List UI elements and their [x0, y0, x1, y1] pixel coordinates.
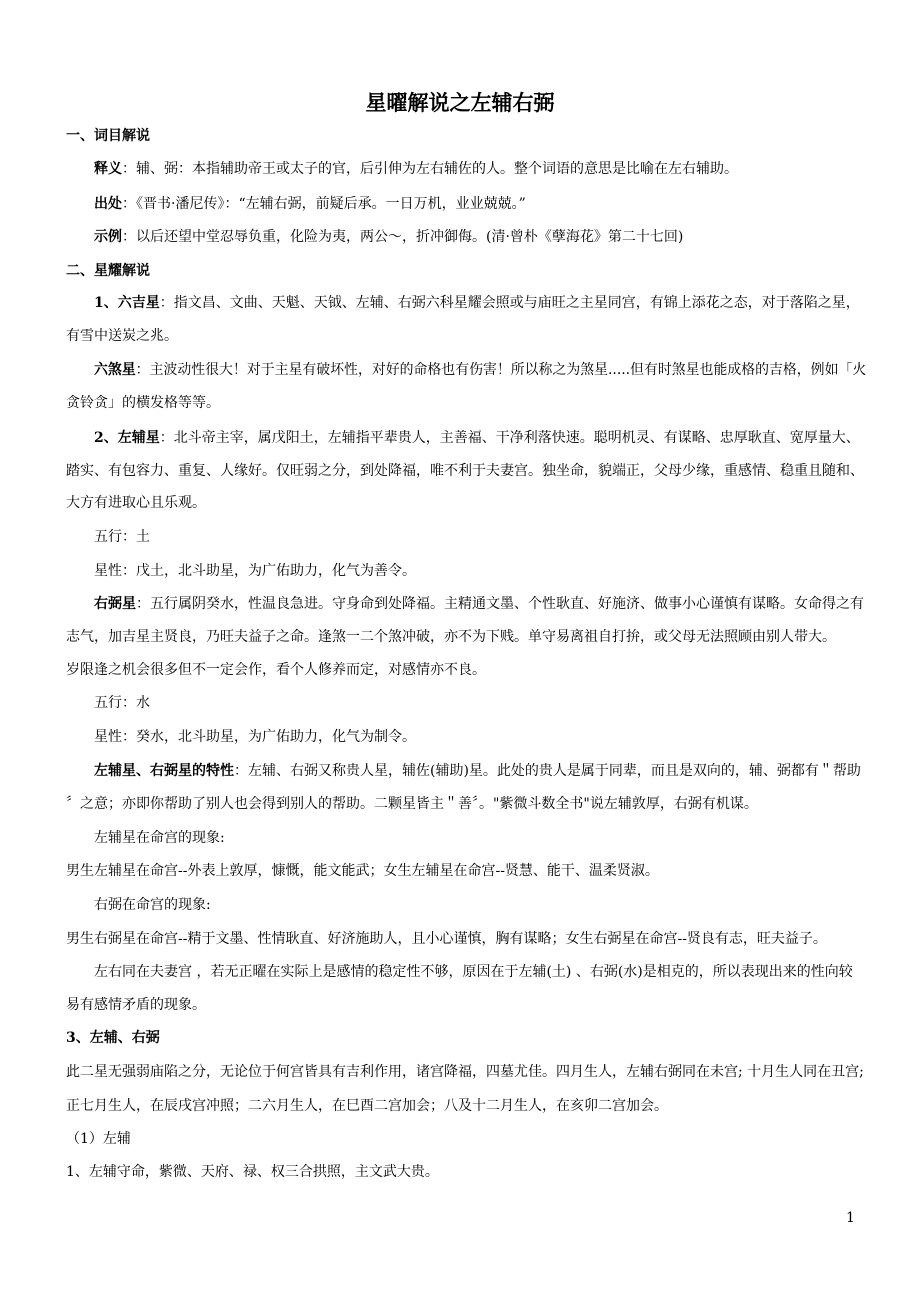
term-label: 1、六吉星: [94, 295, 160, 311]
paragraph-line: 易有感情矛盾的现象。: [66, 997, 206, 1013]
paragraph-line: 正七月生人，在辰戌宫冲照；二六月生人，在巳酉二宫加会；八及十二月生人，在亥卯二宫加会。: [66, 1098, 668, 1114]
term-text: ：指文昌、文曲、天魁、天钺、左辅、右弼六科星耀会照或与庙旺之主星同宫，有锦上添花之态，对于落陷之星，: [159, 295, 860, 311]
paragraph-line: 踏实、有包容力、重复、人缘好。仅旺弱之分，到处降福，唯不利于夫妻宫。独坐命，貌端正，父母少缘，重感情、稳重且随和、: [66, 463, 864, 479]
document-title: 星曜解说之左辅右弼: [365, 91, 555, 115]
paragraph-line: 星性：戊土，北斗助星，为广佑助力，化气为善令。: [94, 563, 416, 579]
paragraph: [94, 428, 866, 448]
paragraph-line: 左辅星在命宫的现象:: [94, 830, 225, 846]
term-label: 2、左辅星: [94, 430, 160, 446]
paragraph-line: 大方有进取心且乐观。: [66, 495, 206, 511]
paragraph-line: 此二星无强弱庙陷之分，无论位于何宫皆具有吉利作用，诸宫降福，四墓尤佳。四月生人，左辅右弼同在未宫; 十月生人同在丑宫;: [66, 1064, 864, 1080]
paragraph: [94, 761, 866, 781]
section-heading: 3、左辅、右弼: [66, 1030, 160, 1046]
term-text: ：以后还望中堂忍辱负重，化险为夷，两公～，折冲御侮。(清·曾朴《孽海花》第二十七回): [122, 229, 684, 245]
paragraph-line: 〞之意；亦即你帮助了别人也会得到别人的帮助。二颗星皆主＂善〞。"紫微斗数全书"说左辅敦厚，右弼有机谋。: [66, 796, 758, 812]
term-text: ：辅、弼：本指辅助帝王或太子的官，后引伸为左右辅佐的人。整个词语的意思是比喻在左右辅助。: [122, 161, 738, 177]
paragraph-line: 右弼在命宫的现象:: [94, 897, 211, 913]
paragraph-line: 岁限逢之机会很多但不一定会作，看个人修养而定，对感情亦不良。: [66, 662, 486, 678]
page-number: 1: [846, 1210, 855, 1226]
paragraph-line: 男生左辅星在命宫--外表上敦厚，慷慨，能文能武；女生左辅星在命宫--贤慧、能干、温柔贤淑。: [66, 863, 659, 879]
paragraph: [94, 227, 866, 247]
paragraph: [94, 594, 866, 614]
term-label: 释义: [94, 161, 122, 177]
term-label: 示例: [94, 229, 122, 245]
term-label: 右弼星: [94, 596, 136, 612]
term-label: 出处: [94, 196, 122, 212]
subsection-heading: （1）左辅: [66, 1131, 131, 1147]
list-item: 1、左辅守命，紫微、天府、禄、权三合拱照，主文武大贵。: [66, 1164, 439, 1180]
paragraph-line: 志气，加吉星主贤良，乃旺夫益子之命。逢煞一二个煞冲破，亦不为下贱。单守易离祖自打拚，或父母无法照顾由别人带大。: [66, 629, 836, 645]
paragraph-line: 贪铃贪」的横发格等等。: [66, 395, 220, 411]
term-text: ：《晋书·潘尼传》：“左辅右弼，前疑后承。一日万机，业业兢兢。”: [122, 196, 526, 212]
section-heading: 一、词目解说: [66, 128, 150, 144]
paragraph: [94, 360, 867, 380]
paragraph-line: 星性：癸水，北斗助星，为广佑助力，化气为制令。: [94, 729, 416, 745]
paragraph-line: 五行：土: [94, 529, 150, 545]
paragraph-line: 五行：水: [94, 695, 150, 711]
paragraph: [94, 159, 866, 179]
term-text: ：北斗帝主宰，属戊阳土，左辅指平辈贵人，主善福、干净利落快速。聪明机灵、有谋略、忠厚耿直、宽厚量大、: [159, 430, 860, 446]
term-text: ：五行属阴癸水，性温良急进。守身命到处降福。主精通文墨、个性耿直、好施济、做事小心谨慎有谋略。女命得之有: [136, 596, 864, 612]
paragraph-line: 有雪中送炭之兆。: [66, 328, 178, 344]
paragraph: [94, 194, 866, 214]
term-text: ：左辅、右弼又称贵人星，辅佐(辅助)星。此处的贵人是属于同辈，而且是双向的，辅、弼都有＂帮助: [234, 763, 861, 779]
paragraph-line: 男生右弼星在命宫--精于文墨、性情耿直、好济施助人，且小心谨慎，胸有谋略；女生右弼星在命宫--贤良有志，旺夫益子。: [66, 931, 827, 947]
paragraph: [94, 293, 866, 313]
term-label: 六煞星: [94, 362, 136, 378]
paragraph-line: 左右同在夫妻宫 ，若无正曜在实际上是感情的稳定性不够，原因在于左辅(土) 、右弼(水)是相克的，所以表现出来的性向较: [94, 964, 853, 980]
term-text: ：主波动性很大！对于主星有破坏性，对好的命格也有伤害！所以称之为煞星.....但有时煞星也能成格的吉格，例如「火: [135, 362, 867, 378]
term-label: 左辅星、右弼星的特性: [94, 763, 234, 779]
section-heading: 二、星耀解说: [66, 263, 150, 279]
